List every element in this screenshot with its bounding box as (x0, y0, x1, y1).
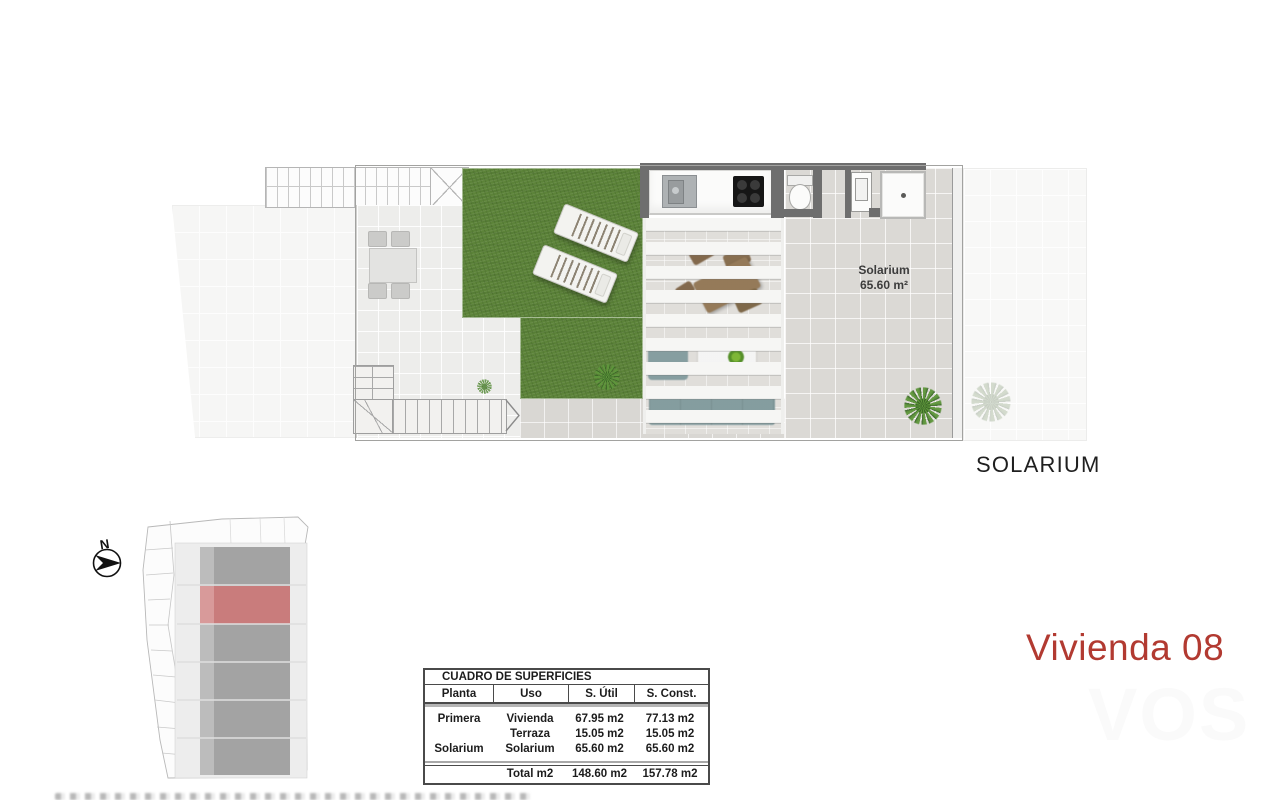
cell-planta: Primera (437, 713, 481, 725)
table-row (425, 742, 708, 757)
solarium-area-value: 65.60 m² (859, 278, 909, 292)
cell-sconst: 15.05 m2 (645, 728, 695, 740)
highlighted-unit-08 (200, 586, 290, 624)
header-sutil: S. Útil (569, 685, 635, 702)
chair (484, 571, 502, 587)
header-uso: Uso (494, 685, 569, 702)
cell-uso: Solarium (505, 743, 555, 755)
header-sconst: S. Const. (646, 687, 697, 700)
surfaces-table-title: CUADRO DE SUPERFICIES (425, 670, 708, 685)
surfaces-table-header (425, 685, 708, 702)
total-planta (425, 766, 493, 783)
faded-plant-icon (968, 379, 1014, 425)
table-row (425, 712, 708, 727)
unit-boundary-outline (355, 165, 963, 441)
cell-sutil: 15.05 m2 (575, 728, 624, 740)
cell-sconst: 65.60 m2 (645, 743, 695, 755)
solarium-caption: SOLARIUM (976, 452, 1101, 477)
total-sconst: 157.78 m2 (642, 768, 698, 780)
chair (440, 571, 458, 587)
surfaces-table-total-row (425, 766, 708, 783)
table-row (425, 727, 708, 742)
total-sutil: 148.60 m2 (572, 768, 627, 780)
cut-off-footer-text (55, 793, 530, 800)
background-watermark: VOS (1088, 673, 1251, 756)
north-compass-icon (94, 536, 122, 576)
total-label: Total m2 (506, 768, 554, 780)
cell-sutil: 65.60 m2 (575, 743, 624, 755)
adjacent-unit-left (172, 205, 357, 438)
cell-uso: Terraza (509, 728, 551, 740)
surfaces-table (423, 668, 710, 785)
header-planta: Planta (425, 685, 494, 702)
north-label: N (98, 536, 111, 553)
chair (440, 537, 458, 553)
cell-sconst: 77.13 m2 (645, 713, 695, 725)
cell-planta: Solarium (434, 743, 484, 755)
cell-planta (425, 727, 493, 742)
site-location-map (70, 515, 320, 790)
cell-sutil: 67.95 m2 (575, 713, 624, 725)
solarium-area-name: Solarium (858, 263, 910, 277)
cell-uso: Vivienda (506, 713, 554, 725)
chair (484, 537, 502, 553)
surfaces-table-body (425, 712, 708, 757)
faded-terrace-table-set (440, 535, 504, 591)
table (454, 541, 488, 583)
unit-title: Vivienda 08 (1026, 627, 1225, 668)
